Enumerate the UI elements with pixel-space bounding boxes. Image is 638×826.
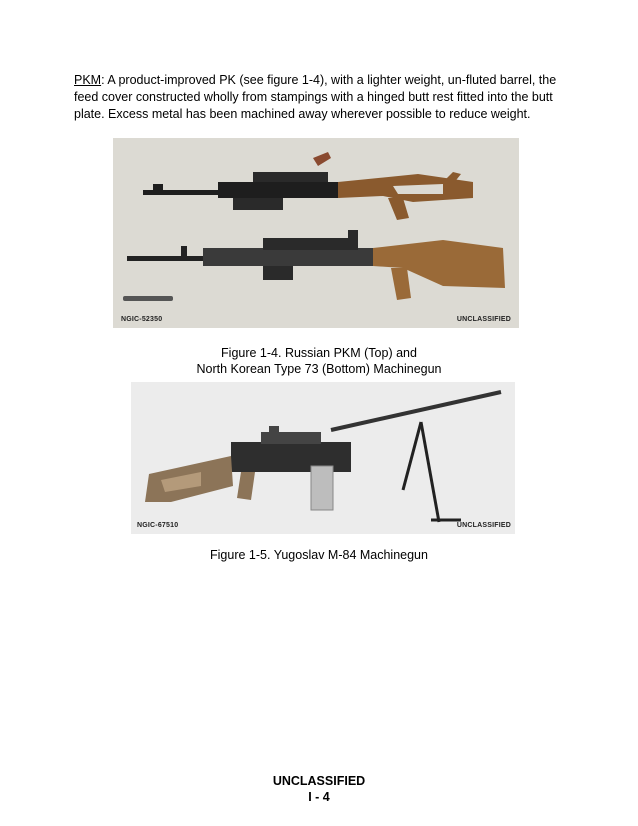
photo-classification-label: UNCLASSIFIED	[456, 316, 511, 323]
pkm-gun-top	[143, 152, 473, 220]
page-number: I - 4	[308, 790, 330, 804]
figure-1-4-caption-line1: Figure 1-4. Russian PKM (Top) and	[221, 346, 417, 360]
photo-id-label: NGIC-52350	[121, 316, 163, 323]
m84-gun	[145, 392, 501, 522]
photo-classification-label-2: UNCLASSIFIED	[456, 522, 511, 529]
term-pkm: PKM	[74, 73, 102, 87]
figure-1-5-caption: Figure 1-5. Yugoslav M-84 Machinegun	[210, 548, 428, 562]
figure-1-4-caption-line2: North Korean Type 73 (Bottom) Machinegun	[196, 362, 442, 376]
figure-1-5-photo	[131, 382, 515, 534]
pkm-type73-illustration	[113, 138, 519, 328]
type73-gun-bottom	[123, 230, 505, 301]
paragraph-text: : A product-improved PK (see figure 1-4), with a lighter weight, un-fluted barrel, the feed cover constructed wholly from stampings with a hinged butt rest fitted into the butt plate. Excess metal has been machined away wherever possible to reduce weight.	[74, 73, 557, 121]
body-paragraph	[74, 72, 574, 123]
photo-id-label-2: NGIC-67510	[137, 522, 179, 529]
figure-1-4-photo	[113, 138, 519, 328]
m84-illustration	[131, 382, 515, 534]
footer-classification: UNCLASSIFIED	[272, 774, 366, 788]
